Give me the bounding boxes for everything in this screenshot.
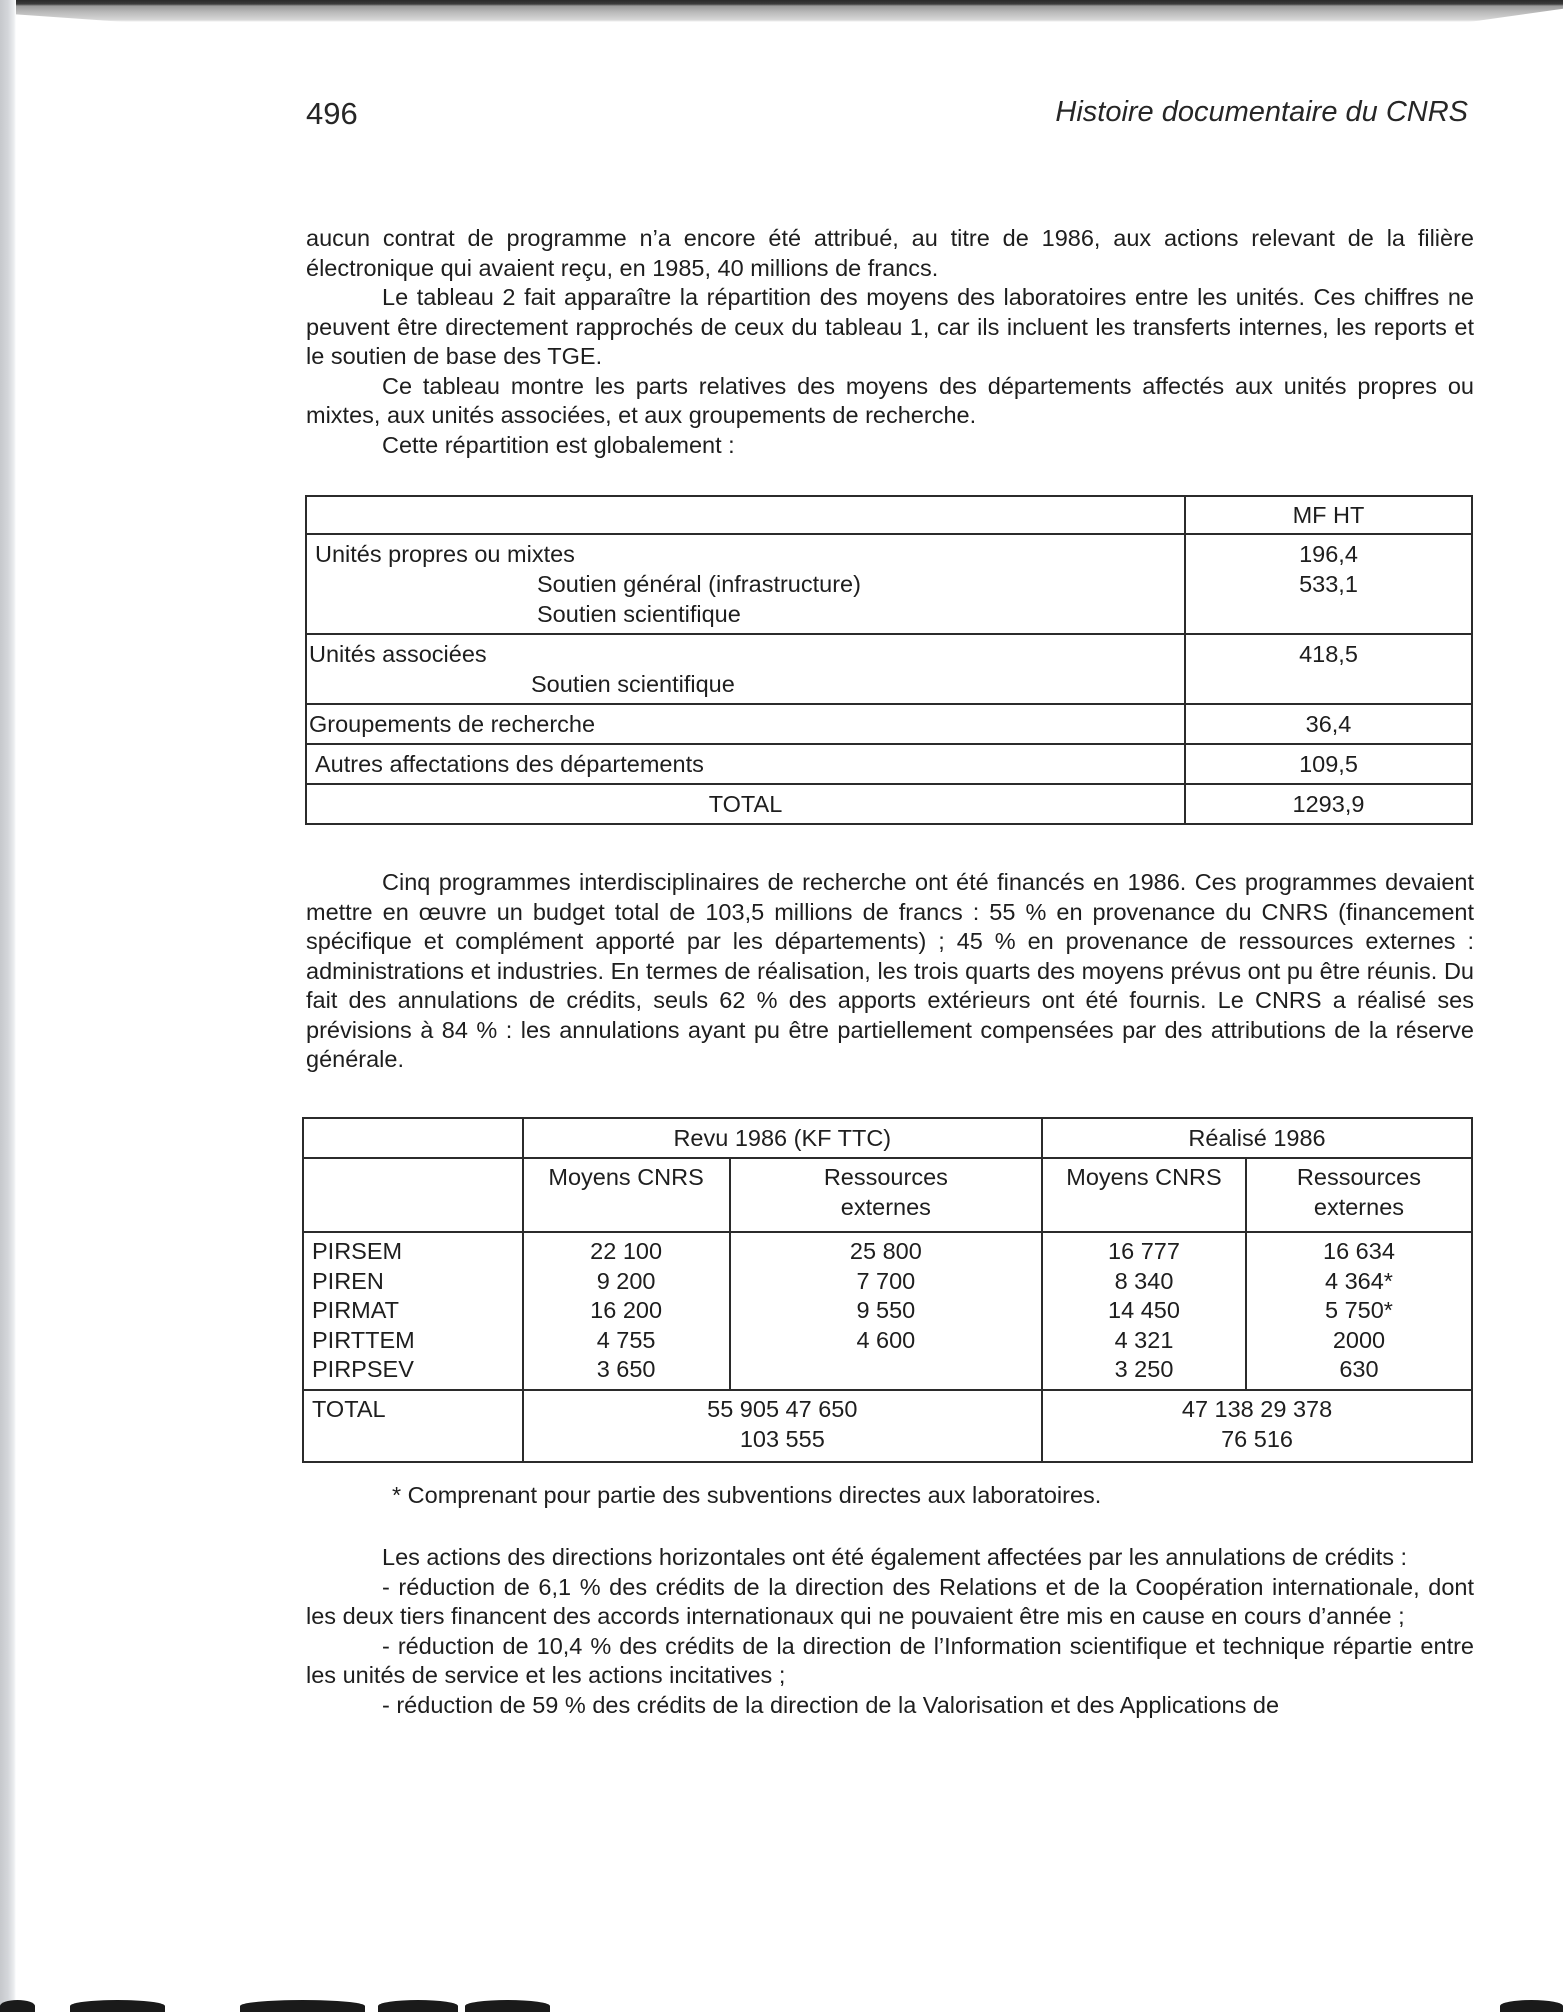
column-header: Moyens CNRS: [1042, 1158, 1246, 1232]
cell-value: 196,4: [1299, 541, 1358, 567]
table-header-row: [303, 1158, 1472, 1232]
table-cell: [1185, 534, 1472, 634]
total-revu: [523, 1390, 1043, 1462]
cell-value: 1293,9: [1185, 784, 1472, 824]
column-realise-cnrs: [1042, 1232, 1246, 1390]
cell-value: 3 250: [1114, 1356, 1174, 1382]
cell-value: 76 516: [1221, 1425, 1293, 1452]
cell-value: 9 550: [856, 1297, 916, 1323]
column-header: Ressources externes: [730, 1158, 1042, 1232]
table-cell: [303, 1118, 523, 1158]
table-footnote: * Comprenant pour partie des subventions directes aux laboratoires.: [392, 1482, 1102, 1508]
cell-value: 22 100: [590, 1238, 663, 1264]
table-header-row: [306, 496, 1472, 534]
cell-value: 4 755: [596, 1326, 656, 1353]
list-item: - réduction de 59 % des crédits de la direction de la Valorisation et des Applications de: [382, 1691, 1280, 1718]
row-label: Groupements de recherche: [306, 704, 1185, 744]
cell-value: 36,4: [1185, 704, 1472, 744]
cell-value: 109,5: [1185, 744, 1472, 784]
row-label: Unités propres ou mixtes: [315, 541, 575, 567]
column-revu-cnrs: [523, 1232, 730, 1390]
table-row: [306, 534, 1472, 634]
row-label: Autres affectations des départements: [306, 744, 1185, 784]
row-label: TOTAL: [303, 1390, 523, 1462]
row-sublabel: Soutien général (infrastructure): [537, 571, 861, 597]
table-cell: [303, 1158, 523, 1232]
scan-bottom-edge: [0, 1998, 1563, 2012]
cell-value: 8 340: [1114, 1267, 1174, 1294]
cell-value: 16 200: [590, 1297, 663, 1323]
paragraph: Le tableau 2 fait apparaître la répartition des moyens des laboratoires entre les unités. Ces chiffres ne peuvent être directement rapprochés de ceux du tableau 1, car ils incluent les transferts internes, les reports et le soutien de base des TGE.: [306, 284, 1474, 369]
cell-value: 14 450: [1108, 1297, 1180, 1323]
table-header-row: [303, 1118, 1472, 1158]
allocation-table: [305, 495, 1473, 825]
cell-value: 47 138 29 378: [1181, 1396, 1333, 1422]
scan-top-edge: [0, 0, 1563, 22]
program-name: PIRTTEM: [312, 1326, 415, 1353]
cell-value: 25 800: [849, 1238, 922, 1264]
column-realise-ext: [1246, 1232, 1472, 1390]
column-header: Moyens CNRS: [523, 1158, 730, 1232]
cell-value: 16 777: [1108, 1238, 1180, 1264]
list-item: - réduction de 6,1 % des crédits de la direction des Relations et de la Coopération internationale, dont les deux tiers financent des accords internationaux qui ne pouvaient être mis en cause en cours d’année ;: [306, 1573, 1474, 1629]
program-name: PIRSEM: [312, 1238, 403, 1264]
row-sublabel: Soutien scientifique: [531, 671, 735, 697]
program-name: PIRMAT: [312, 1297, 400, 1323]
cell-value: 3 650: [596, 1356, 656, 1382]
cell-value: 4 364*: [1324, 1267, 1393, 1294]
closing-text: [306, 1543, 1474, 1720]
page-number: 496: [306, 96, 358, 131]
cell-value: 4 600: [856, 1326, 916, 1353]
table-row: [306, 634, 1472, 704]
table-cell: [306, 496, 1185, 534]
program-name: PIRPSEV: [312, 1356, 414, 1382]
column-group-header: Revu 1986 (KF TTC): [523, 1118, 1043, 1158]
row-sublabel: Soutien scientifique: [537, 601, 741, 627]
cell-value: 418,5: [1185, 634, 1472, 704]
intro-text: [306, 224, 1474, 460]
column-header: Ressources externes: [1246, 1158, 1472, 1232]
table-row: [306, 704, 1472, 744]
middle-text: [306, 868, 1474, 1075]
row-label: TOTAL: [306, 784, 1185, 824]
cell-value: 16 634: [1323, 1238, 1395, 1264]
cell-value: 4 321: [1114, 1326, 1174, 1353]
column-revu-ext: [730, 1232, 1042, 1390]
row-label: Unités associées: [309, 641, 487, 667]
list-item: - réduction de 10,4 % des crédits de la direction de l’Information scientifique et technique répartie entre les unités de service et les actions incitatives ;: [306, 1632, 1474, 1688]
paragraph: aucun contrat de programme n’a encore été attribué, au titre de 1986, aux actions relevant de la filière électronique qui avaient reçu, en 1985, 40 millions de francs.: [306, 225, 1474, 281]
column-group-header: Réalisé 1986: [1042, 1118, 1472, 1158]
running-head: Histoire documentaire du CNRS: [1055, 96, 1468, 128]
cell-value: 630: [1339, 1356, 1379, 1382]
cell-value: 2000: [1332, 1326, 1386, 1353]
total-row: [306, 784, 1472, 824]
scan-binding-edge: [0, 0, 16, 2012]
program-names: [303, 1232, 523, 1390]
cell-value: 9 200: [596, 1267, 656, 1294]
paragraph: Les actions des directions horizontales ont été également affectées par les annulations de crédits :: [382, 1544, 1408, 1570]
paragraph: Ce tableau montre les parts relatives des moyens des départements affectés aux unités propres ou mixtes, aux unités associées, et aux groupements de recherche.: [306, 372, 1474, 428]
total-realise: [1042, 1390, 1472, 1462]
cell-value: 533,1: [1299, 571, 1358, 597]
column-header: MF HT: [1185, 496, 1472, 534]
programs-table: [302, 1117, 1473, 1463]
cell-value: 55 905 47 650: [707, 1396, 858, 1422]
cell-value: 103 555: [739, 1425, 825, 1452]
cell-value: 5 750*: [1324, 1297, 1393, 1323]
paragraph: Cinq programmes interdisciplinaires de recherche ont été financés en 1986. Ces programmes devaient mettre en œuvre un budget total de 103,5 millions de francs : 55 % en provenance du CNRS (financement spécifique et complément apporté par les départements) ; 45 % en provenance de ressources externes : administrations et industries. En termes de réalisation, les trois quarts des moyens prévus ont pu être réunis. Du fait des annulations de crédits, seuls 62 % des apports extérieurs ont été fournis. Le CNRS a réalisé ses prévisions à 84 % : les annulations ayant pu être partiellement compensées par des attributions de la réserve générale.: [306, 869, 1474, 1072]
table-row: [306, 744, 1472, 784]
program-name: PIREN: [312, 1267, 384, 1294]
table-cell: [306, 634, 1185, 704]
cell-value: 7 700: [856, 1267, 916, 1294]
table-body: [303, 1232, 1472, 1390]
table-cell: [306, 534, 1185, 634]
paragraph: Cette répartition est globalement :: [382, 431, 735, 458]
total-row: [303, 1390, 1472, 1462]
